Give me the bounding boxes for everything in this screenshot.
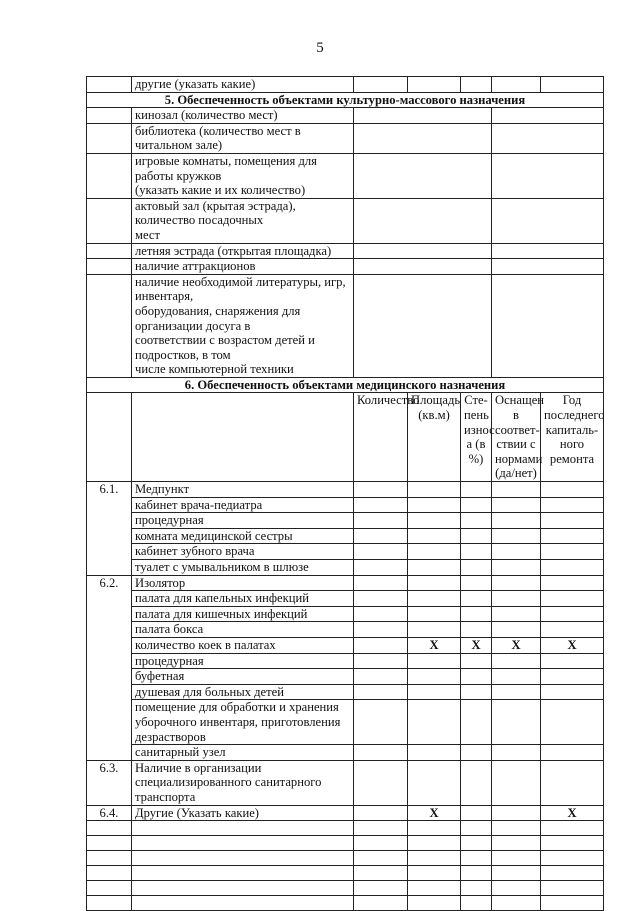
row-label: [132, 805, 354, 821]
column-header-line: ствии с: [496, 437, 536, 452]
value-cell[interactable]: [492, 544, 541, 560]
value-cell[interactable]: [492, 198, 604, 243]
row-label: [132, 760, 354, 805]
row-label-line: процедурная: [135, 513, 204, 528]
row-label-line: санитарный узел: [135, 745, 226, 760]
blank-cell[interactable]: [87, 881, 132, 896]
blank-cell[interactable]: [408, 896, 461, 911]
row-number-cell: [87, 274, 132, 377]
row-label-line: кинозал (количество мест): [135, 108, 278, 123]
table-row: [87, 653, 604, 669]
value-cell[interactable]: [354, 805, 408, 821]
blank-row: [87, 836, 604, 851]
blank-cell[interactable]: [354, 851, 408, 866]
row-label-line: кабинет врача-педиатра: [135, 497, 263, 512]
blank-cell[interactable]: [461, 821, 492, 836]
row-label-line: Изолятор: [135, 575, 186, 590]
value-cell[interactable]: [408, 528, 461, 544]
row-label-line: дезрастворов: [135, 729, 206, 744]
value-cell[interactable]: [461, 575, 492, 591]
value-cell[interactable]: [408, 805, 461, 821]
table-row: [87, 560, 604, 576]
value-cell[interactable]: [492, 243, 604, 259]
row-label: [132, 591, 354, 607]
row-label: [132, 606, 354, 622]
row-label-line: палата бокса: [135, 622, 204, 637]
not-applicable-mark: X: [429, 805, 439, 820]
value-cell[interactable]: [492, 575, 541, 591]
value-cell[interactable]: [354, 544, 408, 560]
table-row: [87, 669, 604, 685]
value-cell[interactable]: [492, 153, 604, 198]
value-cell[interactable]: [461, 544, 492, 560]
table-row: [87, 259, 604, 275]
row-number: 6.3.: [87, 760, 132, 805]
row-label-line: специализированного санитарного: [135, 775, 322, 790]
value-cell[interactable]: [541, 513, 604, 529]
row-number-cell: [87, 259, 132, 275]
row-label: [132, 198, 354, 243]
value-cell[interactable]: [408, 760, 461, 805]
value-cell[interactable]: [354, 108, 492, 124]
value-cell[interactable]: [354, 606, 408, 622]
row-label: [132, 669, 354, 685]
value-cell[interactable]: [461, 591, 492, 607]
value-cell[interactable]: [461, 653, 492, 669]
column-header-line: последнего: [544, 408, 605, 423]
row-label-line: (указать какие и их количество): [135, 183, 306, 198]
value-cell[interactable]: [461, 805, 492, 821]
blank-cell[interactable]: [541, 851, 604, 866]
row-label: [132, 153, 354, 198]
column-header-row: [87, 393, 604, 482]
value-cell[interactable]: [354, 77, 408, 93]
value-cell[interactable]: [492, 745, 541, 761]
table-row: [87, 637, 604, 653]
column-header-line: ного ремонта: [549, 437, 595, 466]
blank-cell[interactable]: [132, 881, 354, 896]
blank-cell[interactable]: [541, 866, 604, 881]
table-row: [87, 497, 604, 513]
table-row: [87, 528, 604, 544]
row-label: [132, 274, 354, 377]
column-header-line: пень: [464, 408, 489, 423]
table-row: [87, 153, 604, 198]
value-cell[interactable]: [541, 700, 604, 745]
table-row: [87, 513, 604, 529]
row-label: [132, 108, 354, 124]
row-label: [132, 684, 354, 700]
row-label-line: мест: [135, 227, 160, 242]
row-label-line: комната медицинской сестры: [135, 528, 293, 543]
blank-cell[interactable]: [541, 836, 604, 851]
value-cell[interactable]: [492, 274, 604, 377]
blank-cell[interactable]: [132, 896, 354, 911]
value-cell[interactable]: [541, 606, 604, 622]
blank-cell[interactable]: [492, 896, 541, 911]
blank-cell[interactable]: [408, 821, 461, 836]
value-cell[interactable]: [354, 153, 492, 198]
value-cell[interactable]: [492, 77, 541, 93]
row-number: 6.1.: [87, 482, 132, 576]
value-cell[interactable]: [461, 745, 492, 761]
value-cell[interactable]: [408, 575, 461, 591]
value-cell[interactable]: [354, 745, 408, 761]
row-label-line: помещение для обработки и хранения: [135, 700, 339, 715]
value-cell[interactable]: [492, 108, 604, 124]
value-cell[interactable]: [541, 669, 604, 685]
table-row: [87, 622, 604, 638]
value-cell[interactable]: [541, 684, 604, 700]
row-label-line: игровые комнаты, помещения для работы кружков: [135, 153, 317, 183]
value-cell[interactable]: [492, 637, 541, 653]
table-row: [87, 123, 604, 153]
value-cell[interactable]: [541, 622, 604, 638]
not-applicable-mark: X: [471, 637, 481, 652]
value-cell[interactable]: [408, 700, 461, 745]
value-cell[interactable]: [408, 684, 461, 700]
blank-cell[interactable]: [461, 851, 492, 866]
blank-cell[interactable]: [408, 881, 461, 896]
value-cell[interactable]: [461, 669, 492, 685]
column-header-line: %): [468, 451, 484, 466]
blank-cell[interactable]: [492, 866, 541, 881]
value-cell[interactable]: [541, 591, 604, 607]
row-label: [132, 560, 354, 576]
value-cell[interactable]: [492, 513, 541, 529]
value-cell[interactable]: [541, 805, 604, 821]
value-cell[interactable]: [408, 591, 461, 607]
value-cell[interactable]: [461, 560, 492, 576]
row-label: [132, 575, 354, 591]
blank-row: [87, 821, 604, 836]
value-cell[interactable]: [492, 528, 541, 544]
value-cell[interactable]: [354, 243, 492, 259]
value-cell[interactable]: [492, 482, 541, 498]
row-label-line: процедурная: [135, 653, 204, 668]
value-cell[interactable]: [461, 760, 492, 805]
row-label-line: Медпункт: [135, 482, 190, 497]
value-cell[interactable]: [541, 653, 604, 669]
row-label: [132, 745, 354, 761]
row-label-line: наличие необходимой литературы, игр, инвентаря,: [135, 274, 346, 304]
row-label-line: актовый зал (крытая эстрада), количество посадочных: [135, 198, 296, 228]
column-header-line: Площадь: [411, 393, 461, 408]
value-cell[interactable]: [541, 560, 604, 576]
value-cell[interactable]: [408, 560, 461, 576]
column-header-line: Сте-: [464, 393, 488, 408]
table-row: [87, 108, 604, 124]
row-label-line: числе компьютерной техники: [135, 362, 294, 377]
blank-cell[interactable]: [132, 821, 354, 836]
value-cell[interactable]: [354, 123, 492, 153]
value-cell[interactable]: [354, 669, 408, 685]
row-label-line: туалет с умывальником в шлюзе: [135, 560, 309, 574]
table-row: [87, 591, 604, 607]
row-label-line: буфетная: [135, 669, 185, 684]
column-header-line: нормами: [495, 451, 543, 466]
column-header-line: Год: [562, 393, 582, 408]
row-number-cell: [87, 153, 132, 198]
value-cell[interactable]: [408, 77, 461, 93]
row-label-line: оборудования, снаряжения для организации досуга в: [135, 303, 301, 333]
row-label-line: душевая для больных детей: [135, 684, 284, 699]
blank-cell[interactable]: [408, 866, 461, 881]
row-label: [132, 528, 354, 544]
value-cell[interactable]: [461, 622, 492, 638]
row-label: [132, 544, 354, 560]
row-number-cell: [87, 108, 132, 124]
value-cell[interactable]: [354, 560, 408, 576]
table-row: [87, 606, 604, 622]
value-cell[interactable]: [354, 622, 408, 638]
value-cell[interactable]: [541, 497, 604, 513]
value-cell[interactable]: [541, 760, 604, 805]
row-label-line: наличие аттракционов: [135, 259, 256, 274]
table-row: [87, 745, 604, 761]
row-label-line: летняя эстрада (открытая площадка): [135, 243, 332, 258]
value-cell[interactable]: [354, 497, 408, 513]
value-cell[interactable]: [354, 482, 408, 498]
value-cell[interactable]: [492, 606, 541, 622]
value-cell[interactable]: [541, 528, 604, 544]
row-label: [132, 637, 354, 653]
value-cell[interactable]: [408, 653, 461, 669]
value-cell[interactable]: [354, 274, 492, 377]
row-label-line: Наличие в организации: [135, 760, 262, 775]
blank-cell[interactable]: [492, 881, 541, 896]
table-row: [87, 274, 604, 377]
value-cell[interactable]: [461, 482, 492, 498]
value-cell[interactable]: [541, 482, 604, 498]
blank-cell[interactable]: [541, 821, 604, 836]
table-row: [87, 544, 604, 560]
value-cell[interactable]: [492, 591, 541, 607]
table-row: [87, 482, 604, 498]
row-number-cell: [87, 198, 132, 243]
value-cell[interactable]: [492, 653, 541, 669]
blank-cell[interactable]: [492, 836, 541, 851]
not-applicable-mark: X: [429, 637, 439, 652]
value-cell[interactable]: [354, 198, 492, 243]
blank-row: [87, 896, 604, 911]
blank-cell[interactable]: [492, 821, 541, 836]
value-cell[interactable]: [461, 497, 492, 513]
row-number-cell: [87, 123, 132, 153]
blank-cell[interactable]: [354, 866, 408, 881]
column-header-line: (кв.м): [418, 408, 450, 423]
value-cell[interactable]: [492, 560, 541, 576]
row-label: [132, 700, 354, 745]
row-label: [132, 123, 354, 153]
blank-row: [87, 851, 604, 866]
table-row: [87, 243, 604, 259]
value-cell[interactable]: [408, 606, 461, 622]
value-cell[interactable]: [541, 745, 604, 761]
column-header-line: соответ-: [495, 422, 540, 437]
blank-cell[interactable]: [132, 866, 354, 881]
value-cell[interactable]: [461, 606, 492, 622]
value-cell[interactable]: [408, 745, 461, 761]
blank-cell[interactable]: [132, 851, 354, 866]
table-row: [87, 575, 604, 591]
blank-row: [87, 866, 604, 881]
value-cell[interactable]: [461, 700, 492, 745]
row-label: [132, 259, 354, 275]
row-label-line: транспорта: [135, 789, 196, 804]
page-number: 5: [316, 40, 324, 56]
blank-cell[interactable]: [408, 851, 461, 866]
value-cell[interactable]: [492, 123, 604, 153]
blank-cell[interactable]: [87, 851, 132, 866]
blank-cell[interactable]: [492, 851, 541, 866]
not-applicable-mark: X: [567, 805, 577, 820]
header-blank-cell: [87, 393, 132, 482]
row-label-line: уборочного инвентаря, приготовления: [135, 714, 341, 729]
row-label: [132, 482, 354, 498]
value-cell[interactable]: [408, 497, 461, 513]
not-applicable-mark: X: [511, 637, 521, 652]
value-cell[interactable]: [492, 669, 541, 685]
value-cell[interactable]: [492, 805, 541, 821]
section-title-row: [87, 92, 604, 108]
value-cell[interactable]: [354, 528, 408, 544]
blank-row: [87, 881, 604, 896]
form-table-body: [87, 77, 604, 911]
blank-cell[interactable]: [87, 896, 132, 911]
table-row: [87, 684, 604, 700]
row-label-line: кабинет зубного врача: [135, 544, 255, 559]
column-header-line: (да/нет): [495, 466, 537, 481]
value-cell[interactable]: [354, 760, 408, 805]
value-cell[interactable]: [541, 77, 604, 93]
blank-cell[interactable]: [461, 836, 492, 851]
value-cell[interactable]: [492, 622, 541, 638]
table-row: [87, 700, 604, 745]
row-label-line: соответствии с возрастом детей и подростков, в том: [135, 333, 315, 362]
value-cell[interactable]: [461, 77, 492, 93]
blank-cell[interactable]: [354, 896, 408, 911]
row-label-line: палата для капельных инфекций: [135, 591, 309, 606]
form-table: [86, 76, 604, 911]
row-label: [132, 513, 354, 529]
row-label: другие (указать какие): [132, 77, 354, 93]
value-cell[interactable]: [354, 637, 408, 653]
blank-cell[interactable]: [87, 821, 132, 836]
value-cell[interactable]: [461, 684, 492, 700]
value-cell[interactable]: [354, 700, 408, 745]
column-header-line: капиталь-: [545, 422, 599, 437]
blank-cell[interactable]: [408, 836, 461, 851]
column-header-line: в: [513, 408, 519, 423]
value-cell[interactable]: [408, 669, 461, 685]
blank-cell[interactable]: [354, 836, 408, 851]
column-header-wear: [461, 393, 495, 482]
column-header-year: [541, 393, 604, 482]
blank-cell[interactable]: [354, 821, 408, 836]
column-header-line: Оснащен: [495, 393, 545, 408]
row-label: [132, 243, 354, 259]
value-cell[interactable]: [461, 513, 492, 529]
row-number-cell: [87, 77, 132, 93]
row-label-line: Другие (Указать какие): [135, 805, 259, 820]
value-cell[interactable]: [492, 700, 541, 745]
blank-cell[interactable]: [541, 896, 604, 911]
value-cell[interactable]: [461, 528, 492, 544]
row-label-line: библиотека (количество мест в читальном зале): [135, 123, 301, 153]
value-cell[interactable]: [492, 259, 604, 275]
value-cell[interactable]: [408, 544, 461, 560]
value-cell[interactable]: [492, 497, 541, 513]
header-blank-cell: [132, 393, 354, 482]
row-label-line: количество коек в палатах: [135, 637, 276, 652]
not-applicable-mark: X: [567, 637, 577, 652]
row-label: [132, 653, 354, 669]
row-number: 6.4.: [87, 805, 132, 821]
column-header-line: а (в: [466, 437, 486, 452]
blank-cell[interactable]: [87, 836, 132, 851]
row-number-cell: [87, 243, 132, 259]
value-cell[interactable]: [461, 637, 492, 653]
value-cell[interactable]: [541, 544, 604, 560]
column-header-equipped: [492, 393, 545, 482]
blank-cell[interactable]: [541, 881, 604, 896]
value-cell[interactable]: [354, 653, 408, 669]
blank-cell[interactable]: [461, 896, 492, 911]
row-label: [132, 622, 354, 638]
value-cell[interactable]: [354, 259, 492, 275]
value-cell[interactable]: [408, 622, 461, 638]
value-cell[interactable]: [354, 575, 408, 591]
value-cell[interactable]: [354, 513, 408, 529]
blank-cell[interactable]: [461, 881, 492, 896]
column-header-line: Количество: [357, 393, 420, 408]
blank-cell[interactable]: [87, 866, 132, 881]
blank-cell[interactable]: [461, 866, 492, 881]
value-cell[interactable]: [408, 513, 461, 529]
value-cell[interactable]: [541, 637, 604, 653]
row-number: 6.2.: [87, 575, 132, 760]
value-cell[interactable]: [541, 575, 604, 591]
section-6-title: 6. Обеспеченность объектами медицинского назначения: [87, 377, 604, 393]
column-header-area: [408, 393, 461, 482]
value-cell[interactable]: [492, 684, 541, 700]
blank-cell[interactable]: [132, 836, 354, 851]
table-row: [87, 77, 604, 93]
table-row: [87, 760, 604, 805]
row-label: [132, 497, 354, 513]
section-title-row: [87, 377, 604, 393]
column-header-quantity: [354, 393, 420, 482]
row-label-line: палата для кишечных инфекций: [135, 606, 308, 621]
column-header-line: износ: [464, 422, 495, 437]
table-row: [87, 805, 604, 821]
value-cell[interactable]: [408, 637, 461, 653]
value-cell[interactable]: [354, 591, 408, 607]
value-cell[interactable]: [408, 482, 461, 498]
blank-cell[interactable]: [354, 881, 408, 896]
value-cell[interactable]: [492, 760, 541, 805]
table-row: [87, 198, 604, 243]
section-5-title: 5. Обеспеченность объектами культурно-массового назначения: [87, 92, 604, 108]
value-cell[interactable]: [354, 684, 408, 700]
